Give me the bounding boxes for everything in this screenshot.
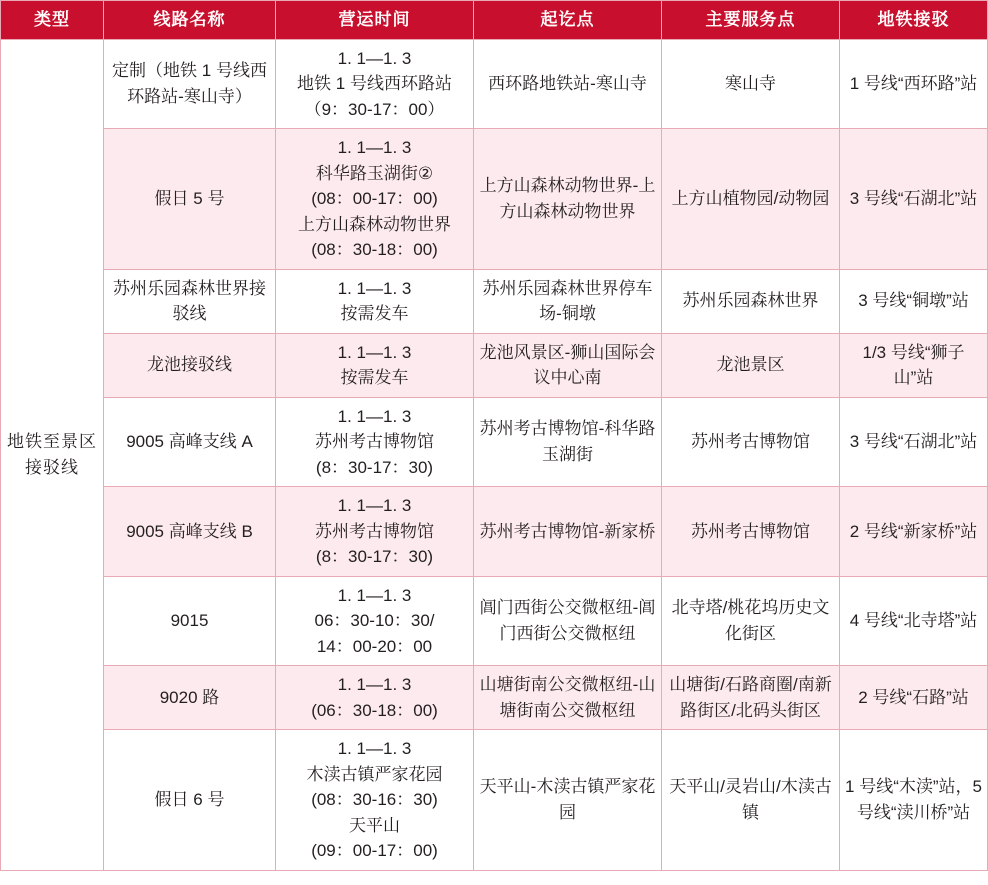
- operating-time-line: 天平山: [349, 815, 400, 835]
- operating-time-line: 苏州考古博物馆: [315, 432, 434, 451]
- operating-time-line: (08：30-16：30): [311, 790, 438, 809]
- cell-metro-connection: 2 号线“新家桥”站: [840, 487, 988, 577]
- cell-operating-time: [276, 269, 474, 333]
- operating-time-line: (09：00-17：00): [311, 841, 438, 860]
- cell-operating-time: [276, 730, 474, 871]
- operating-time-line: (8：30-17：30): [315, 457, 434, 477]
- cell-endpoints: 苏州考古博物馆-科华路玉湖街: [474, 397, 662, 487]
- cell-endpoints: 山塘街南公交微枢纽-山塘街南公交微枢纽: [474, 666, 662, 730]
- cell-main-service-points: 天平山/灵岩山/木渎古镇: [662, 730, 840, 871]
- cell-endpoints: 阊门西街公交微枢纽-阊门西街公交微枢纽: [474, 576, 662, 666]
- cell-main-service-points: 龙池景区: [662, 333, 840, 397]
- cell-operating-time: [276, 39, 474, 129]
- column-header-operating-time: 营运时间: [276, 1, 474, 40]
- operating-time-line: 1. 1—1. 3: [337, 406, 412, 426]
- operating-time-line: 1. 1—1. 3: [337, 585, 412, 605]
- cell-line-name: 定制（地铁 1 号线西环路站-寒山寺）: [104, 39, 276, 129]
- operating-time-line: 按需发车: [340, 304, 409, 323]
- cell-endpoints: 西环路地铁站-寒山寺: [474, 39, 662, 129]
- column-header-endpoints: 起讫点: [474, 1, 662, 40]
- column-header-type: 类型: [1, 1, 104, 40]
- column-header-main-service-points: 主要服务点: [662, 1, 840, 40]
- operating-time-line: 06：30-10：30/: [314, 611, 435, 630]
- operating-time-line: 1. 1—1. 3: [337, 342, 412, 362]
- cell-main-service-points: 苏州考古博物馆: [662, 487, 840, 577]
- cell-line-name: 假日 6 号: [104, 730, 276, 871]
- table-row: [1, 39, 988, 129]
- cell-endpoints: 上方山森林动物世界-上方山森林动物世界: [474, 129, 662, 270]
- operating-time-line: (8：30-17：30): [315, 547, 434, 566]
- operating-time-line: (08：00-17：00): [311, 189, 438, 208]
- cell-line-name: 9015: [104, 576, 276, 666]
- table-row: [1, 666, 988, 730]
- table-row: [1, 397, 988, 487]
- cell-metro-connection: 4 号线“北寺塔”站: [840, 576, 988, 666]
- cell-line-name: 9020 路: [104, 666, 276, 730]
- table-row: [1, 487, 988, 577]
- cell-endpoints: 苏州乐园森林世界停车场-铜墩: [474, 269, 662, 333]
- cell-metro-connection: 1 号线“西环路”站: [840, 39, 988, 129]
- operating-time-line: 1. 1—1. 3: [337, 138, 412, 157]
- table-row: [1, 129, 988, 270]
- operating-time-line: (08：30-18：00): [311, 240, 438, 259]
- operating-time-line: (06：30-18：00): [311, 700, 438, 720]
- cell-main-service-points: 山塘街/石路商圈/南新路街区/北码头街区: [662, 666, 840, 730]
- cell-operating-time: [276, 666, 474, 730]
- cell-metro-connection: 1 号线“木渎”站，5 号线“渎川桥”站: [840, 730, 988, 871]
- operating-time-line: 科华路玉湖街②: [315, 163, 434, 183]
- operating-time-line: 木渎古镇严家花园: [306, 764, 443, 784]
- cell-operating-time: [276, 333, 474, 397]
- table-row: [1, 269, 988, 333]
- operating-time-line: 地铁 1 号线西环路站: [297, 74, 452, 93]
- operating-time-line: 上方山森林动物世界: [298, 214, 451, 234]
- cell-main-service-points: 北寺塔/桃花坞历史文化街区: [662, 576, 840, 666]
- cell-operating-time: [276, 397, 474, 487]
- cell-line-name: 苏州乐园森林世界接驳线: [104, 269, 276, 333]
- operating-time-line: （9：30-17：00）: [304, 99, 445, 119]
- operating-time-line: 苏州考古博物馆: [315, 521, 434, 541]
- cell-main-service-points: 寒山寺: [662, 39, 840, 129]
- operating-time-line: 1. 1—1. 3: [337, 675, 412, 694]
- row-category-cell: 地铁至景区接驳线: [1, 39, 104, 870]
- table-row: [1, 730, 988, 871]
- cell-operating-time: [276, 129, 474, 270]
- table-header: [1, 1, 988, 40]
- table-header-row: [1, 1, 988, 40]
- cell-metro-connection: 2 号线“石路”站: [840, 666, 988, 730]
- cell-line-name: 9005 高峰支线 A: [104, 397, 276, 487]
- cell-line-name: 假日 5 号: [104, 129, 276, 270]
- cell-metro-connection: 3 号线“铜墩”站: [840, 269, 988, 333]
- operating-time-line: 1. 1—1. 3: [337, 739, 412, 758]
- cell-endpoints: 苏州考古博物馆-新家桥: [474, 487, 662, 577]
- table-row: [1, 576, 988, 666]
- cell-line-name: 龙池接驳线: [104, 333, 276, 397]
- cell-main-service-points: 苏州考古博物馆: [662, 397, 840, 487]
- operating-time-line: 1. 1—1. 3: [337, 48, 412, 68]
- cell-metro-connection: 3 号线“石湖北”站: [840, 397, 988, 487]
- cell-endpoints: 龙池风景区-狮山国际会议中心南: [474, 333, 662, 397]
- operating-time-line: 14：00-20：00: [316, 636, 433, 656]
- cell-endpoints: 天平山-木渎古镇严家花园: [474, 730, 662, 871]
- column-header-metro-connection: 地铁接驳: [840, 1, 988, 40]
- table-body: [1, 39, 988, 870]
- table-row: [1, 333, 988, 397]
- cell-main-service-points: 上方山植物园/动物园: [662, 129, 840, 270]
- operating-time-line: 按需发车: [340, 368, 409, 387]
- cell-operating-time: [276, 576, 474, 666]
- column-header-line-name: 线路名称: [104, 1, 276, 40]
- cell-metro-connection: 3 号线“石湖北”站: [840, 129, 988, 270]
- operating-time-line: 1. 1—1. 3: [337, 496, 412, 515]
- operating-time-line: 1. 1—1. 3: [337, 278, 412, 298]
- cell-line-name: 9005 高峰支线 B: [104, 487, 276, 577]
- cell-metro-connection: 1/3 号线“狮子山”站: [840, 333, 988, 397]
- cell-main-service-points: 苏州乐园森林世界: [662, 269, 840, 333]
- cell-operating-time: [276, 487, 474, 577]
